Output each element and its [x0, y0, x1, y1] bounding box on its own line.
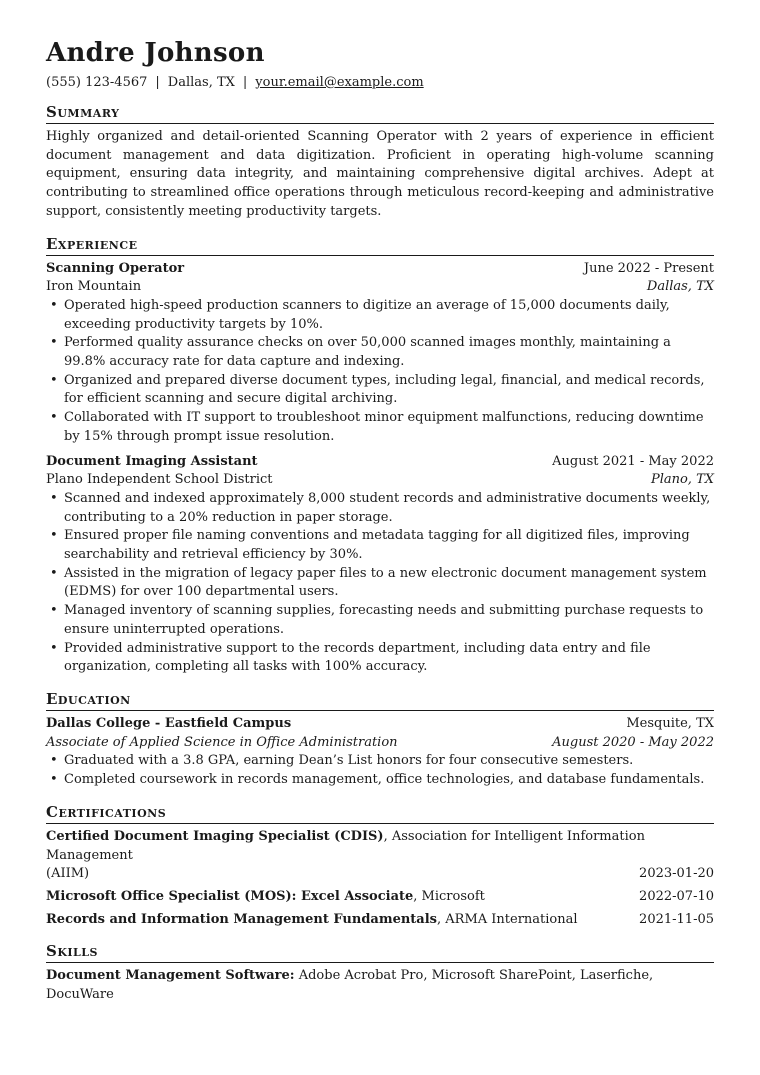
- certification-name: Microsoft Office Specialist (MOS): Excel Associate: [46, 888, 414, 904]
- skill-line: [46, 967, 714, 1004]
- summary-text: Highly organized and detail-oriented Scanning Operator with 2 years of experience in efficient document management and data digitization. Proficient in operating high-volume scanning equipment, ensuring data integrity, and maintaining comprehensive digital archives. Adept at contributing to streamlined office operations through meticulous record-keeping and administrative support, consistently meeting productivity targets.: [46, 129, 714, 219]
- job-entry: [46, 260, 714, 447]
- certification-entry: [46, 911, 714, 930]
- certification-name: Certified Document Imaging Specialist (CDIS): [46, 828, 384, 844]
- section-title-certifications: Certifications: [46, 802, 714, 824]
- bullet-item: • Collaborated with IT support to troubleshoot minor equipment malfunctions, reducing downtime by 15% through prompt issue resolution.: [46, 409, 714, 446]
- contact-separator: |: [155, 75, 160, 90]
- bullet-item: • Scanned and indexed approximately 8,000 student records and administrative documents weekly, contributing to a 20% reduction in paper storage.: [46, 490, 714, 527]
- bullet-item: • Ensured proper file naming conventions and metadata tagging for all digitized files, improving searchability and retrieval efficiency by 30%.: [46, 527, 714, 564]
- bullet-item: • Performed quality assurance checks on over 50,000 scanned images monthly, maintaining a 99.8% accuracy rate for data capture and indexing.: [46, 334, 714, 371]
- section-title-summary: Summary: [46, 102, 714, 124]
- bullet-item: • Provided administrative support to the records department, including data entry and file organization, completing all tasks with 100% accuracy.: [46, 640, 714, 677]
- job-dates: June 2022 - Present: [583, 260, 714, 276]
- job-company: Plano Independent School District: [46, 472, 273, 488]
- certification-date: 2022-07-10: [639, 888, 714, 904]
- education-dates: August 2020 - May 2022: [552, 734, 714, 750]
- certification-entry: [46, 828, 714, 884]
- job-location: Plano, TX: [650, 472, 714, 488]
- phone-number: (555) 123-4567: [46, 75, 148, 90]
- school-location: Mesquite, TX: [626, 715, 714, 731]
- skill-value: Adobe Acrobat Pro, Microsoft SharePoint, Laserfiche, DocuWare: [46, 968, 654, 1003]
- school-name: Dallas College - Eastfield Campus: [46, 715, 292, 731]
- education-bullets: [46, 752, 714, 789]
- certification-issuer: , Microsoft: [413, 888, 485, 904]
- contact-line: [46, 74, 714, 92]
- location: Dallas, TX: [167, 75, 235, 90]
- bullet-item: • Assisted in the migration of legacy paper files to a new electronic document management system (EDMS) for over 100 departmental users.: [46, 565, 714, 602]
- section-title-experience: Experience: [46, 234, 714, 256]
- bullet-item: • Managed inventory of scanning supplies, forecasting needs and submitting purchase requests to ensure uninterrupted operations.: [46, 602, 714, 639]
- certification-date: 2023-01-20: [639, 866, 714, 882]
- job-location: Dallas, TX: [646, 279, 714, 295]
- job-entry: [46, 453, 714, 677]
- certification-date: 2021-11-05: [639, 911, 714, 927]
- bullet-item: • Organized and prepared diverse document types, including legal, financial, and medical records, for efficient scanning and secure digital archiving.: [46, 372, 714, 409]
- certification-issuer-cont: (AIIM): [46, 866, 90, 882]
- resume-page: [46, 36, 714, 1005]
- job-role: Document Imaging Assistant: [46, 453, 258, 469]
- degree: Associate of Applied Science in Office Administration: [46, 734, 398, 750]
- candidate-name: Andre Johnson: [46, 38, 265, 68]
- bullet-item: • Graduated with a 3.8 GPA, earning Dean’s List honors for four consecutive semesters.: [46, 752, 714, 771]
- job-company: Iron Mountain: [46, 279, 142, 295]
- bullet-item: • Completed coursework in records management, office technologies, and database fundamentals.: [46, 771, 714, 790]
- job-bullets: [46, 490, 714, 677]
- job-role: Scanning Operator: [46, 260, 185, 276]
- certification-issuer: , ARMA International: [437, 911, 578, 927]
- contact-separator: |: [242, 75, 248, 90]
- job-bullets: [46, 297, 714, 447]
- skill-label: Document Management Software:: [46, 968, 295, 984]
- job-dates: August 2021 - May 2022: [552, 453, 714, 469]
- section-title-skills: Skills: [46, 941, 714, 963]
- email-link[interactable]: your.email@example.com: [255, 75, 424, 90]
- certification-issuer: , Association for Intelligent Information Management: [46, 828, 645, 863]
- certification-entry: [46, 888, 714, 907]
- bullet-item: • Operated high-speed production scanners to digitize an average of 15,000 documents daily, exceeding productivity targets by 10%.: [46, 297, 714, 334]
- section-title-education: Education: [46, 689, 714, 711]
- certification-name: Records and Information Management Fundamentals: [46, 911, 437, 927]
